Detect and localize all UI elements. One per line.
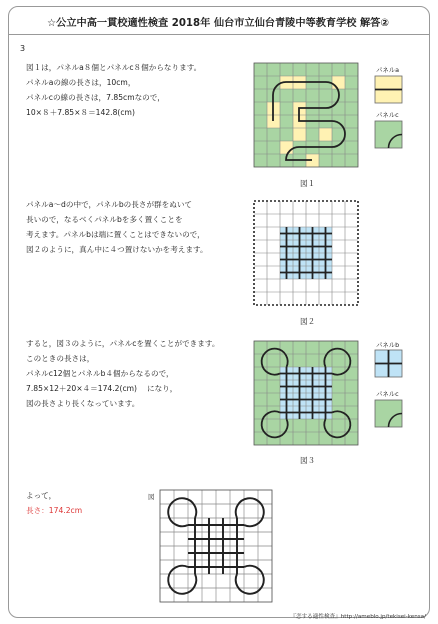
section2-explanation bbox=[26, 197, 208, 257]
text-line: 図の長さより長くなっています。 bbox=[26, 399, 140, 408]
text-line: 図２のように，真ん中に４つ置けないかを考えます。 bbox=[26, 245, 208, 254]
figure-3 bbox=[254, 341, 358, 445]
answer-figure-label: 図 bbox=[148, 493, 155, 501]
panel-a-example bbox=[375, 76, 402, 103]
page-title: ☆公立中高一貫校適性検査 2018年 仙台市立仙台青陵中等教育学校 解答② bbox=[47, 18, 389, 29]
answer-text: 長さ：174.2cm bbox=[26, 506, 83, 515]
panel-b-example bbox=[375, 350, 402, 377]
footer-source: 『恋する適性検査』http://ameblo.jp/tekisei-kensa/ bbox=[290, 614, 426, 620]
text-line: パネルc12個とパネルb４個からなるので， bbox=[26, 369, 174, 378]
title-divider bbox=[8, 34, 430, 35]
conclusion bbox=[26, 488, 82, 518]
text-line: 7.85×12＋20×４＝174.2(cm) になり， bbox=[26, 384, 178, 393]
panel-c-example bbox=[375, 121, 402, 148]
text-line: 長いので，なるべくパネルbを多く置くことを bbox=[26, 215, 183, 224]
conclusion-text: よって， bbox=[26, 491, 57, 500]
question-number: 3 bbox=[20, 44, 26, 53]
text-line: 図１は，パネルa８個とパネルc８個からなります。 bbox=[26, 63, 202, 72]
text-line: 10×８＋7.85×８＝142.8(cm) bbox=[26, 108, 135, 117]
panel-b-label: パネルb bbox=[376, 341, 400, 349]
section1-explanation bbox=[26, 60, 201, 120]
figure-1-caption: 図１ bbox=[300, 179, 316, 188]
text-line: このときの長さは， bbox=[26, 354, 95, 363]
panel-c-label: パネルc bbox=[376, 390, 399, 398]
panel-c-label: パネルc bbox=[376, 111, 399, 119]
section3-explanation bbox=[26, 336, 219, 411]
figure-1 bbox=[254, 63, 358, 167]
panel-a-label: パネルa bbox=[376, 66, 400, 74]
text-line: パネルcの線の長さは，7.85cmなので， bbox=[26, 93, 165, 102]
text-line: すると，図３のように，パネルcを置くことができます。 bbox=[26, 339, 220, 348]
text-line: 考えます。パネルbは端に置くことはできないので， bbox=[26, 230, 205, 239]
text-line: パネルaの線の長さは，10cm， bbox=[26, 78, 136, 87]
answer-figure bbox=[160, 490, 272, 602]
figure-2 bbox=[254, 201, 358, 305]
figure-2-caption: 図２ bbox=[300, 317, 316, 326]
panel-c-example bbox=[375, 400, 402, 427]
text-line: パネルa〜dの中で，パネルbの長さが群をぬいて bbox=[26, 200, 193, 209]
figure-3-caption: 図３ bbox=[300, 456, 316, 465]
